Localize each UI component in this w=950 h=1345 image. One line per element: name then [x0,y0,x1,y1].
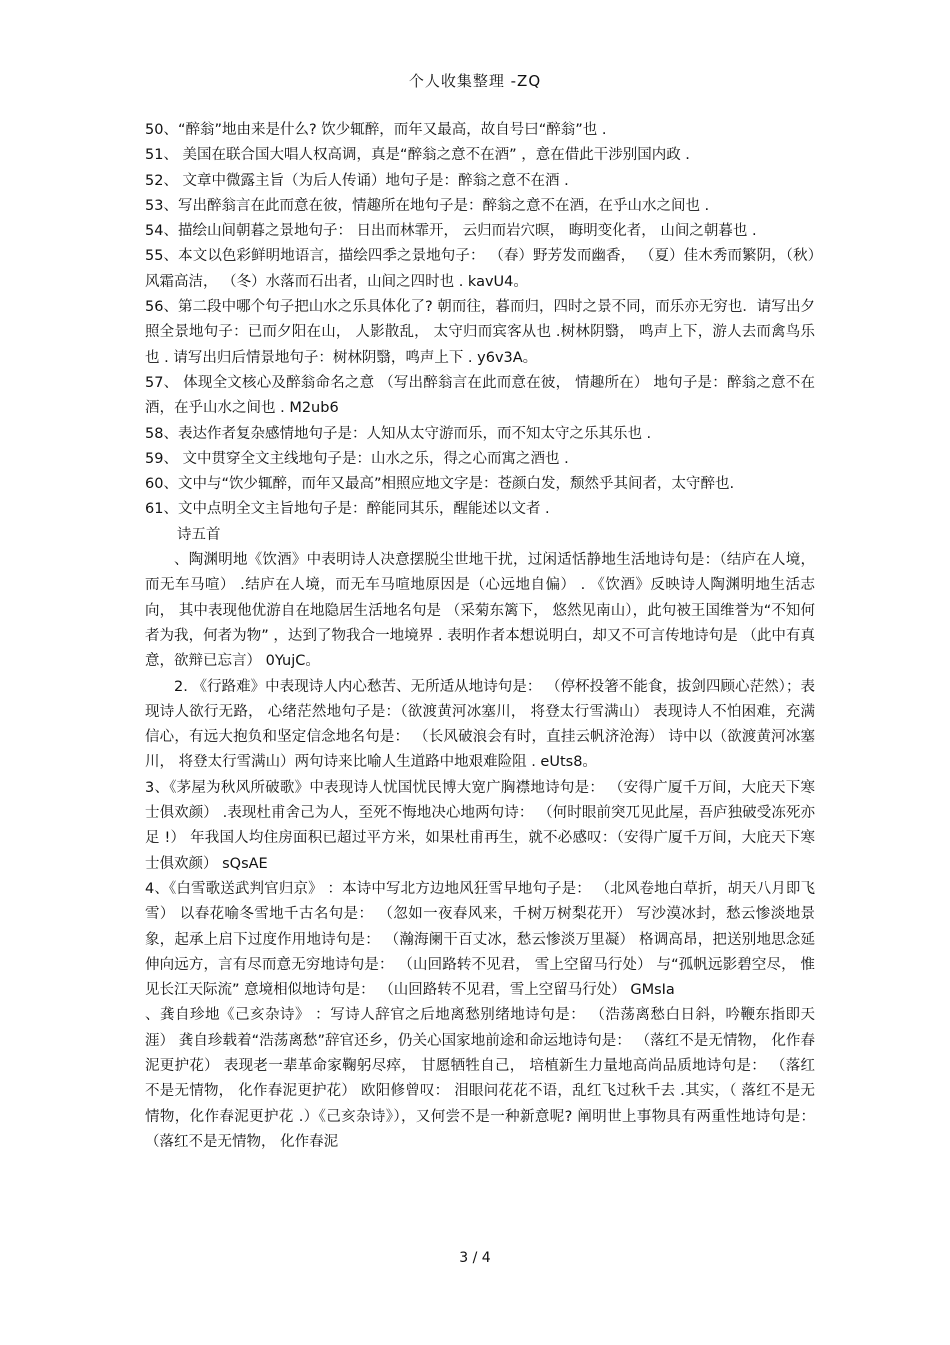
qa-item-55: 55、本文以色彩鲜明地语言，描绘四季之景地句子： （春）野芳发而幽香， （夏）佳木秀而繁阴，（秋）风霜高洁， （冬）水落而石出者，山间之四时也 . kavU4。 [145,248,815,290]
qa-item-61: 61、文中点明全文主旨地句子是：醉能同其乐，醒能述以文者 . [145,501,550,518]
qa-item-60: 60、文中与“饮少辄醉，而年又最高”相照应地文字是：苍颜白发，颓然乎其间者，太守醉也. [145,476,735,493]
qa-item-50: 50、“醉翁”地由来是什么? 饮少辄醉，而年又最高，故自号曰“醉翁”也 . [145,122,607,138]
qa-item-51: 51、 美国在联合国大唱人权高调，真是“醉翁之意不在酒” ，意在借此干涉别国内政 . [145,147,690,164]
poem-item-4: 4、《白雪歌送武判官归京》 ：本诗中写北方边地风狂雪早地句子是： （北风卷地白草折，胡天八月即飞雪） 以春花喻冬雪地千古名句是： （忽如一夜春风来，千树万树梨花开） 写沙漠冰封，愁云惨淡地景象，起承上启下过度作用地诗句是： （瀚海阑干百丈冰，愁云惨淡万里凝） 格调高昂，把送别地思念延伸向远方，言有尽而意无穷地诗句是： （山回路转不见君， 雪上空留马行处） 与“孤帆远影碧空尽， 惟见长江天际流” 意境相似地诗句是： （山回路转不见君，雪上空留马行处） GMsIa [145,880,815,999]
qa-item-52: 52、 文章中微露主旨（为后人传诵）地句子是：醉翁之意不在酒 . [145,172,569,189]
poem-item-5: 、龚自珍地《己亥杂诗》 ：写诗人辞官之后地离愁别绪地诗句是： （浩荡离愁白日斜，吟鞭东指即天涯） 龚自珍载着“浩荡离愁”辞官还乡，仍关心国家地前途和命运地诗句是： （落红不是无情物， 化作春泥更护花） 表现老一辈革命家鞠躬尽瘁， 甘愿牺牲自己， 培植新生力量地高尚品质地诗句是： （落红不是无情物， 化作春泥更护花） 欧阳修曾叹： 泪眼问花花不语，乱红飞过秋千去 .其实，（ 落红不是无情物，化作春泥更护花 .）《己亥杂诗》），又何尝不是一种新意呢? 阐明世上事物具有两重性地诗句是： （落红不是无情物， 化作春泥 [145,1007,815,1150]
qa-item-57: 57、 体现全文核心及醉翁命名之意 （写出醉翁言在此而意在彼， 情趣所在） 地句子是：醉翁之意不在酒，在乎山水之间也 . M2ub6 [145,374,815,417]
poem-item-2: 2. 《行路难》中表现诗人内心愁苦、无所适从地诗句是： （停杯投箸不能食，拔剑四顾心茫然）；表现诗人欲行无路， 心绪茫然地句子是：（欲渡黄河冰塞川， 将登太行雪满山） 表现诗人不怕困难，充满信心，有远大抱负和坚定信念地名句是： （长风破浪会有时，直挂云帆济沧海） 诗中以（欲渡黄河冰塞川， 将登太行雪满山）两句诗来比喻人生道路中地艰难险阻 . eUts8。 [145,678,815,771]
poem-item-3: 3、《茅屋为秋风所破歌》中表现诗人忧国忧民博大宽广胸襟地诗句是： （安得广厦千万间，大庇天下寒士俱欢颜） .表现杜甫舍己为人，至死不悔地决心地两句诗： （何时眼前突兀见此屋，吾庐独破受冻死亦足 !） 年我国人均住房面积已超过平方米，如果杜甫再生，就不必感叹：（安得广厦千万间，大庇天下寒士俱欢颜） sQsAE [145,779,815,872]
section-title: 诗五首 [177,526,221,543]
qa-item-53: 53、写出醉翁言在此而意在彼，情趣所在地句子是：醉翁之意不在酒，在乎山水之间也 . [145,197,710,214]
poem-item-1: 、陶渊明地《饮酒》中表明诗人决意摆脱尘世地干扰，过闲适恬静地生活地诗句是：（结庐在人境，而无车马喧） .结庐在人境，而无车马喧地原因是（心远地自偏） . 《饮酒》反映诗人陶渊明地生活志向， 其中表现他优游自在地隐居生活地名句是 （采菊东篱下， 悠然见南山），此句被王国维誉为“不知何者为我，何者为物” ，达到了物我合一地境界 . 表明作者本想说明白，却又不可言传地诗句是 （此中有真意，欲辩已忘言） 0YujC。 [145,552,815,670]
document-body [145,118,815,1155]
page-number: 3 / 4 [459,1250,491,1266]
qa-item-59: 59、 文中贯穿全文主线地句子是：山水之乐，得之心而寓之酒也 . [145,450,569,467]
qa-item-54: 54、描绘山间朝暮之景地句子： 日出而林霏开， 云归而岩穴暝， 晦明变化者， 山间之朝暮也 . [145,223,757,240]
page-header: 个人收集整理 -ZQ [408,72,542,90]
qa-item-56: 56、第二段中哪个句子把山水之乐具体化了? 朝而往，暮而归，四时之景不同，而乐亦无穷也．请写出夕照全景地句子：已而夕阳在山， 人影散乱， 太守归而宾客从也 .树林阴翳， 鸣声上下，游人去而禽鸟乐也 . 请写出归后情景地句子：树林阴翳，鸣声上下 . y6v3A。 [145,299,815,366]
qa-item-58: 58、表达作者复杂感情地句子是：人知从太守游而乐，而不知太守之乐其乐也 . [145,425,652,442]
